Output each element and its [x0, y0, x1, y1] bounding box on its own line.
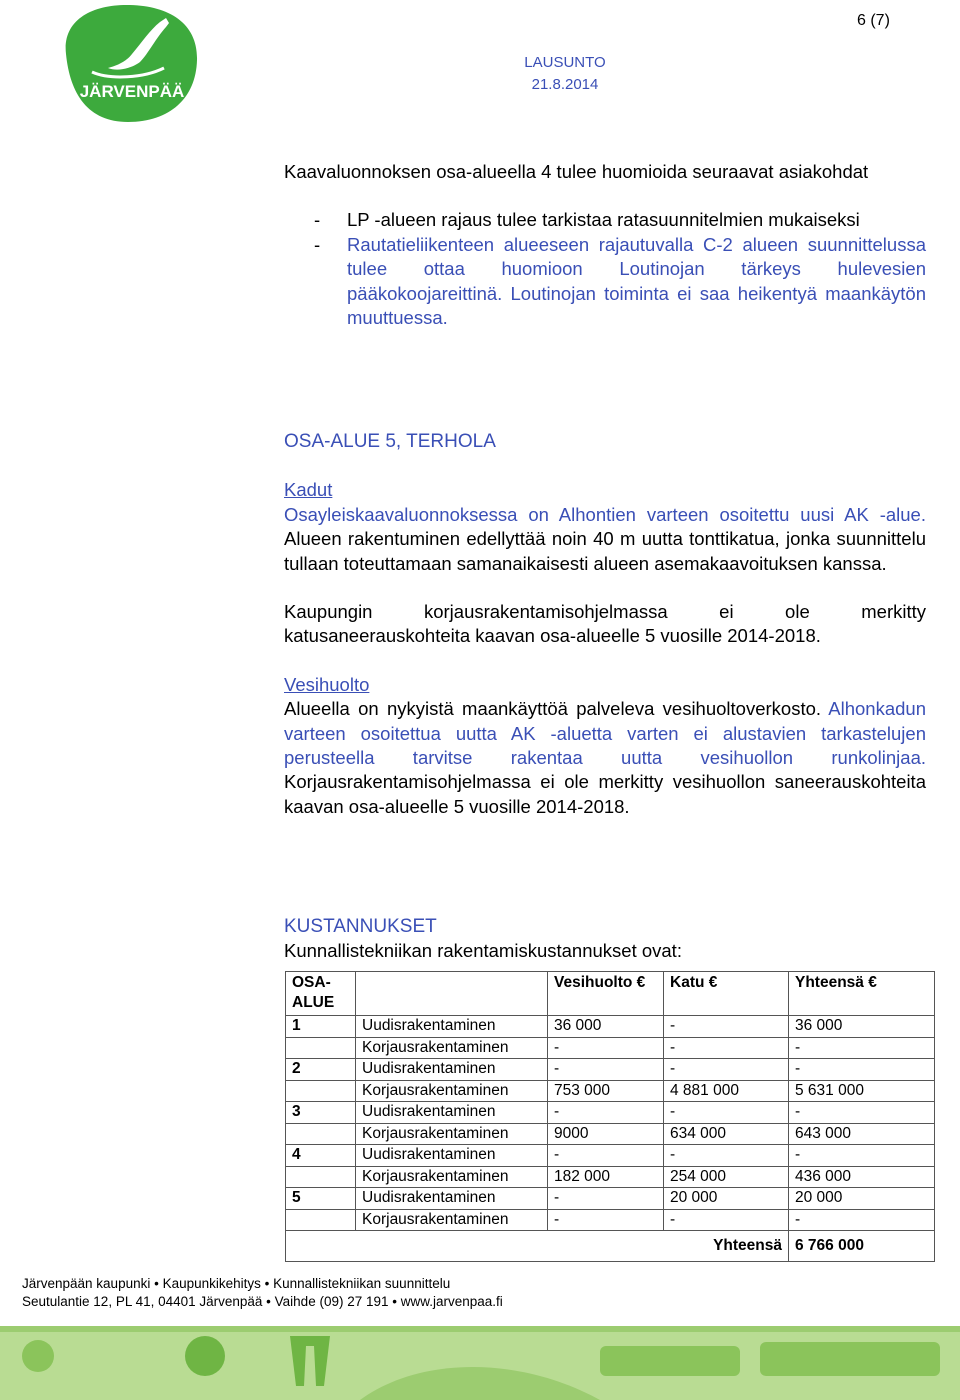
- table-row: Korjausrakentaminen 9000 634 000 643 000: [286, 1123, 935, 1145]
- total-label: Yhteensä: [286, 1231, 789, 1262]
- intro-text: Kaavaluonnoksen osa-alueella 4 tulee huomioida seuraavat asiakohdat: [284, 161, 869, 182]
- page-number: 6 (7): [857, 12, 890, 29]
- intro-section: [284, 160, 926, 330]
- jarvenpaa-logo: [52, 2, 202, 124]
- col-header-katu: Katu €: [664, 972, 789, 1016]
- intro-item-2: - Rautatieliikenteen alueeseen rajautuvalla C-2 alueen suunnittelussa tulee ottaa huomioon Loutinojan tärkeys hulevesien pääkokoojareittinä. Loutinojan toiminta ei saa heikentyä maankäytön muuttuessa.: [314, 233, 926, 329]
- footer-line-1: Järvenpään kaupunki • Kaupunkikehitys • Kunnallistekniikan suunnittelu: [22, 1276, 451, 1291]
- table-row: 2 Uudisrakentaminen - - -: [286, 1059, 935, 1081]
- col-header-type: [356, 972, 548, 1016]
- intro-item-1: - LP -alueen rajaus tulee tarkistaa ratasuunnitelmien mukaiseksi: [314, 209, 860, 231]
- costs-title: KUSTANNUKSET: [284, 916, 437, 937]
- table-total-row: [286, 1231, 935, 1262]
- vesihuolto-paragraph: Alueella on nykyistä maankäyttöä palveleva vesihuoltoverkosto. Alhonkadun varteen osoitettua uutta AK -aluetta varten ei alustavien tarkastelujen perusteella tarvitse rakentaa uutta vesihuollon runkolinjaa. Korjausrakentamisohjelmassa ei ole merkitty vesihuollon saneerauskohteita kaavan osa-alueelle 5 vuosille 2014-2018.: [284, 698, 926, 817]
- col-header-total: Yhteensä €: [789, 972, 935, 1016]
- table-row: Korjausrakentaminen 753 000 4 881 000 5 631 000: [286, 1080, 935, 1102]
- cost-table-header: [286, 972, 935, 1016]
- kadut-paragraph-1: Osayleiskaavaluonnoksessa on Alhontien varteen osoitettu uusi AK -alue. Alueen rakentuminen edellyttää noin 40 m uutta tonttikatua, jonka suunnittelu tullaan toteuttamaan samanaikaisesti alueen asemakaavoituksen kanssa.: [284, 503, 926, 574]
- col-header-area: OSA-ALUE: [286, 972, 356, 1016]
- col-header-vesihuolto: Vesihuolto €: [548, 972, 664, 1016]
- section-5-title: OSA-ALUE 5, TERHOLA: [284, 431, 496, 452]
- svg-text:JÄRVENPÄÄ: JÄRVENPÄÄ: [79, 82, 185, 101]
- costs-section: [284, 915, 926, 964]
- table-row: 3 Uudisrakentaminen - - -: [286, 1102, 935, 1124]
- footer-line-2: Seutulantie 12, PL 41, 04401 Järvenpää • Vaihde (09) 27 191 • www.jarvenpaa.fi: [22, 1294, 503, 1309]
- table-row: Korjausrakentaminen 182 000 254 000 436 000: [286, 1166, 935, 1188]
- doc-date: 21.8.2014: [531, 76, 599, 93]
- section-5: [284, 430, 926, 819]
- table-row: Korjausrakentaminen - - -: [286, 1209, 935, 1231]
- table-row: 4 Uudisrakentaminen - - -: [286, 1145, 935, 1167]
- costs-subtitle: Kunnallistekniikan rakentamiskustannukset ovat:: [284, 940, 682, 962]
- doc-type: LAUSUNTO: [524, 54, 606, 71]
- table-row: 1 Uudisrakentaminen 36 000 - 36 000: [286, 1016, 935, 1038]
- kadut-heading: Kadut: [284, 479, 333, 501]
- kadut-paragraph-2: Kaupungin korjausrakentamisohjelmassa ei ole merkitty katusaneerauskohteita kaavan osa-alueelle 5 vuosille 2014-2018.: [284, 601, 926, 647]
- vesihuolto-heading: Vesihuolto: [284, 673, 370, 695]
- total-value: 6 766 000: [789, 1231, 935, 1262]
- cost-table: [285, 971, 935, 1262]
- table-row: Korjausrakentaminen - - -: [286, 1037, 935, 1059]
- table-row: 5 Uudisrakentaminen - 20 000 20 000: [286, 1188, 935, 1210]
- footer-decorative-band: [0, 1316, 960, 1400]
